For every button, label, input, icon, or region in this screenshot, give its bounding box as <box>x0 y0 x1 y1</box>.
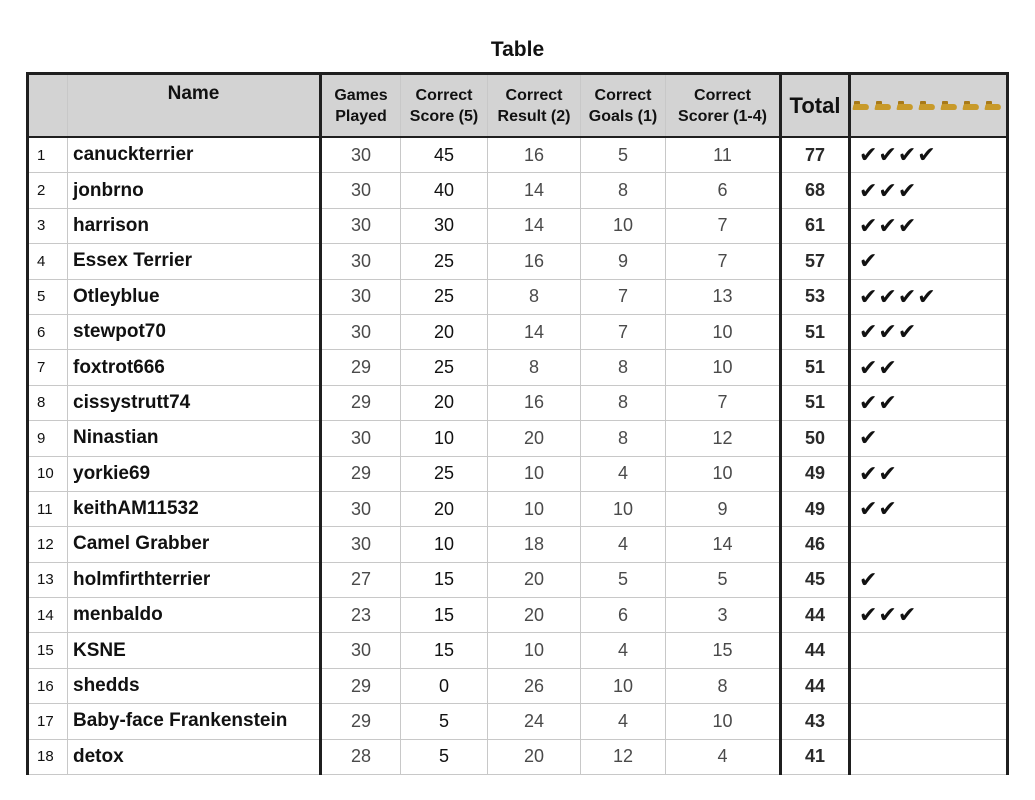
rank-cell: 13 <box>28 562 68 597</box>
table-row <box>28 491 1008 526</box>
correct-goals-header <box>581 74 666 138</box>
ticks-cell: ✔✔✔ <box>850 173 1008 208</box>
correct-goals-cell: 4 <box>581 633 666 668</box>
table-row <box>28 527 1008 562</box>
rank-cell: 2 <box>28 173 68 208</box>
rank-cell: 9 <box>28 421 68 456</box>
correct-score-cell: 5 <box>401 739 488 774</box>
table-row <box>28 350 1008 385</box>
total-cell: 50 <box>781 421 850 456</box>
games-played-header <box>321 74 401 138</box>
correct-result-cell: 10 <box>488 456 581 491</box>
correct-goals-cell: 8 <box>581 350 666 385</box>
player-name-cell: shedds <box>68 668 321 703</box>
correct-goals-cell: 7 <box>581 314 666 349</box>
correct-result-cell: 16 <box>488 385 581 420</box>
rank-cell: 1 <box>28 137 68 173</box>
correct-score-cell: 0 <box>401 668 488 703</box>
name-header: Name <box>68 74 321 138</box>
correct-scorer-cell: 13 <box>666 279 781 314</box>
correct-result-cell: 20 <box>488 421 581 456</box>
rank-cell: 12 <box>28 527 68 562</box>
total-cell: 51 <box>781 314 850 349</box>
total-cell: 44 <box>781 668 850 703</box>
table-row <box>28 739 1008 774</box>
header-line: Correct <box>415 86 473 104</box>
total-cell: 57 <box>781 244 850 279</box>
player-name-cell: Camel Grabber <box>68 527 321 562</box>
correct-result-cell: 10 <box>488 491 581 526</box>
table-row <box>28 279 1008 314</box>
player-name-cell: Essex Terrier <box>68 244 321 279</box>
player-name-cell: Ninastian <box>68 421 321 456</box>
correct-goals-cell: 8 <box>581 421 666 456</box>
correct-scorer-cell: 4 <box>666 739 781 774</box>
total-cell: 61 <box>781 208 850 243</box>
ticks-cell: ✔✔ <box>850 385 1008 420</box>
total-cell: 49 <box>781 456 850 491</box>
correct-score-cell: 10 <box>401 421 488 456</box>
total-cell: 49 <box>781 491 850 526</box>
correct-result-cell: 26 <box>488 668 581 703</box>
correct-goals-cell: 10 <box>581 668 666 703</box>
ticks-cell <box>850 633 1008 668</box>
player-name-cell: stewpot70 <box>68 314 321 349</box>
correct-scorer-cell: 6 <box>666 173 781 208</box>
correct-scorer-cell: 10 <box>666 704 781 739</box>
golden-boot-icon <box>962 101 980 111</box>
correct-goals-cell: 5 <box>581 562 666 597</box>
games-played-cell: 30 <box>321 314 401 349</box>
correct-scorer-cell: 14 <box>666 527 781 562</box>
correct-scorer-cell: 7 <box>666 208 781 243</box>
player-name-cell: canuckterrier <box>68 137 321 173</box>
correct-goals-cell: 4 <box>581 704 666 739</box>
correct-score-cell: 25 <box>401 350 488 385</box>
rank-cell: 16 <box>28 668 68 703</box>
total-cell: 44 <box>781 633 850 668</box>
total-header: Total <box>781 74 850 138</box>
player-name-cell: keithAM11532 <box>68 491 321 526</box>
golden-boot-icon <box>984 101 1002 111</box>
correct-score-cell: 25 <box>401 456 488 491</box>
header-line: Score (5) <box>409 107 479 125</box>
table-body <box>28 137 1008 775</box>
games-played-cell: 27 <box>321 562 401 597</box>
ticks-cell: ✔✔ <box>850 456 1008 491</box>
correct-scorer-cell: 10 <box>666 456 781 491</box>
correct-score-cell: 5 <box>401 704 488 739</box>
correct-scorer-cell: 12 <box>666 421 781 456</box>
table-row <box>28 562 1008 597</box>
correct-score-cell: 20 <box>401 385 488 420</box>
games-played-cell: 30 <box>321 633 401 668</box>
correct-scorer-cell: 11 <box>666 137 781 173</box>
ticks-cell <box>850 704 1008 739</box>
page-title: Table <box>490 38 545 61</box>
table-row <box>28 704 1008 739</box>
games-played-cell: 29 <box>321 668 401 703</box>
player-name-cell: KSNE <box>68 633 321 668</box>
games-played-cell: 30 <box>321 244 401 279</box>
golden-boot-icon <box>896 101 914 111</box>
correct-scorer-cell: 15 <box>666 633 781 668</box>
correct-goals-cell: 7 <box>581 279 666 314</box>
header-line: Correct <box>594 86 652 104</box>
correct-goals-cell: 8 <box>581 385 666 420</box>
total-cell: 51 <box>781 350 850 385</box>
header-line: Result (2) <box>497 107 571 125</box>
correct-result-cell: 18 <box>488 527 581 562</box>
golden-boot-icon <box>918 101 936 111</box>
correct-score-cell: 20 <box>401 314 488 349</box>
correct-result-cell: 20 <box>488 562 581 597</box>
correct-score-cell: 40 <box>401 173 488 208</box>
correct-scorer-cell: 7 <box>666 244 781 279</box>
correct-score-header <box>401 74 488 138</box>
correct-score-cell: 15 <box>401 633 488 668</box>
correct-score-cell: 15 <box>401 598 488 633</box>
correct-scorer-cell: 10 <box>666 314 781 349</box>
games-played-cell: 30 <box>321 491 401 526</box>
total-cell: 51 <box>781 385 850 420</box>
ticks-cell: ✔✔✔ <box>850 598 1008 633</box>
table-row <box>28 421 1008 456</box>
correct-result-header <box>488 74 581 138</box>
correct-result-cell: 8 <box>488 350 581 385</box>
player-name-cell: menbaldo <box>68 598 321 633</box>
ticks-cell: ✔ <box>850 562 1008 597</box>
correct-goals-cell: 10 <box>581 208 666 243</box>
table-row <box>28 598 1008 633</box>
total-cell: 68 <box>781 173 850 208</box>
correct-result-cell: 16 <box>488 137 581 173</box>
rank-cell: 6 <box>28 314 68 349</box>
rank-cell: 14 <box>28 598 68 633</box>
games-played-cell: 29 <box>321 704 401 739</box>
table-row <box>28 208 1008 243</box>
table-row <box>28 244 1008 279</box>
table-row <box>28 456 1008 491</box>
header-line: Correct <box>694 86 751 104</box>
header-line: Scorer (1-4) <box>678 107 767 125</box>
correct-result-cell: 14 <box>488 314 581 349</box>
ticks-cell: ✔ <box>850 421 1008 456</box>
games-played-cell: 28 <box>321 739 401 774</box>
player-name-cell: holmfirthterrier <box>68 562 321 597</box>
total-cell: 44 <box>781 598 850 633</box>
header-line: Played <box>335 107 387 125</box>
correct-scorer-cell: 7 <box>666 385 781 420</box>
correct-goals-cell: 8 <box>581 173 666 208</box>
games-played-cell: 30 <box>321 208 401 243</box>
correct-goals-cell: 12 <box>581 739 666 774</box>
golden-boots <box>852 95 1006 116</box>
golden-boots-header <box>850 74 1008 138</box>
correct-result-cell: 20 <box>488 598 581 633</box>
ticks-cell: ✔✔✔ <box>850 208 1008 243</box>
correct-result-cell: 10 <box>488 633 581 668</box>
correct-result-cell: 24 <box>488 704 581 739</box>
games-played-cell: 23 <box>321 598 401 633</box>
rank-cell: 15 <box>28 633 68 668</box>
correct-scorer-cell: 3 <box>666 598 781 633</box>
correct-scorer-cell: 9 <box>666 491 781 526</box>
correct-result-cell: 8 <box>488 279 581 314</box>
correct-result-cell: 14 <box>488 208 581 243</box>
correct-score-cell: 45 <box>401 137 488 173</box>
games-played-cell: 30 <box>321 137 401 173</box>
total-cell: 41 <box>781 739 850 774</box>
correct-goals-cell: 4 <box>581 456 666 491</box>
player-name-cell: harrison <box>68 208 321 243</box>
header-row <box>28 74 1008 138</box>
player-name-cell: jonbrno <box>68 173 321 208</box>
correct-score-cell: 30 <box>401 208 488 243</box>
table-row <box>28 314 1008 349</box>
rank-cell: 17 <box>28 704 68 739</box>
ticks-cell: ✔✔ <box>850 491 1008 526</box>
correct-goals-cell: 6 <box>581 598 666 633</box>
correct-result-cell: 14 <box>488 173 581 208</box>
ticks-cell <box>850 739 1008 774</box>
games-played-cell: 30 <box>321 279 401 314</box>
player-name-cell: cissystrutt74 <box>68 385 321 420</box>
rank-cell: 5 <box>28 279 68 314</box>
correct-goals-cell: 5 <box>581 137 666 173</box>
correct-score-cell: 25 <box>401 279 488 314</box>
rank-cell: 10 <box>28 456 68 491</box>
rank-cell: 11 <box>28 491 68 526</box>
league-table <box>26 72 1009 775</box>
table-row <box>28 385 1008 420</box>
table-row <box>28 668 1008 703</box>
correct-scorer-header <box>666 74 781 138</box>
rank-cell: 4 <box>28 244 68 279</box>
correct-score-cell: 10 <box>401 527 488 562</box>
total-cell: 46 <box>781 527 850 562</box>
correct-goals-cell: 4 <box>581 527 666 562</box>
ticks-cell: ✔✔ <box>850 350 1008 385</box>
total-cell: 53 <box>781 279 850 314</box>
rank-cell: 8 <box>28 385 68 420</box>
ticks-cell: ✔✔✔ <box>850 314 1008 349</box>
table-row <box>28 137 1008 173</box>
correct-scorer-cell: 5 <box>666 562 781 597</box>
header-line: Games <box>334 86 388 104</box>
correct-goals-cell: 10 <box>581 491 666 526</box>
correct-scorer-cell: 8 <box>666 668 781 703</box>
player-name-cell: foxtrot666 <box>68 350 321 385</box>
ticks-cell <box>850 668 1008 703</box>
games-played-cell: 29 <box>321 456 401 491</box>
games-played-cell: 30 <box>321 421 401 456</box>
correct-score-cell: 15 <box>401 562 488 597</box>
total-cell: 43 <box>781 704 850 739</box>
ticks-cell: ✔✔✔✔ <box>850 137 1008 173</box>
golden-boot-icon <box>940 101 958 111</box>
games-played-cell: 29 <box>321 385 401 420</box>
player-name-cell: detox <box>68 739 321 774</box>
correct-goals-cell: 9 <box>581 244 666 279</box>
rank-cell: 3 <box>28 208 68 243</box>
table-row <box>28 633 1008 668</box>
rank-cell: 18 <box>28 739 68 774</box>
games-played-cell: 30 <box>321 173 401 208</box>
correct-score-cell: 25 <box>401 244 488 279</box>
ticks-cell: ✔ <box>850 244 1008 279</box>
header-line: Correct <box>505 86 563 104</box>
player-name-cell: yorkie69 <box>68 456 321 491</box>
games-played-cell: 30 <box>321 527 401 562</box>
correct-result-cell: 20 <box>488 739 581 774</box>
rank-cell: 7 <box>28 350 68 385</box>
rank-header <box>28 74 68 138</box>
table-row <box>28 173 1008 208</box>
player-name-cell: Baby-face Frankenstein <box>68 704 321 739</box>
correct-scorer-cell: 10 <box>666 350 781 385</box>
golden-boot-icon <box>874 101 892 111</box>
correct-result-cell: 16 <box>488 244 581 279</box>
total-cell: 77 <box>781 137 850 173</box>
golden-boot-icon <box>852 101 870 111</box>
ticks-cell: ✔✔✔✔ <box>850 279 1008 314</box>
total-cell: 45 <box>781 562 850 597</box>
player-name-cell: Otleyblue <box>68 279 321 314</box>
header-line: Goals (1) <box>588 107 658 125</box>
games-played-cell: 29 <box>321 350 401 385</box>
correct-score-cell: 20 <box>401 491 488 526</box>
ticks-cell <box>850 527 1008 562</box>
